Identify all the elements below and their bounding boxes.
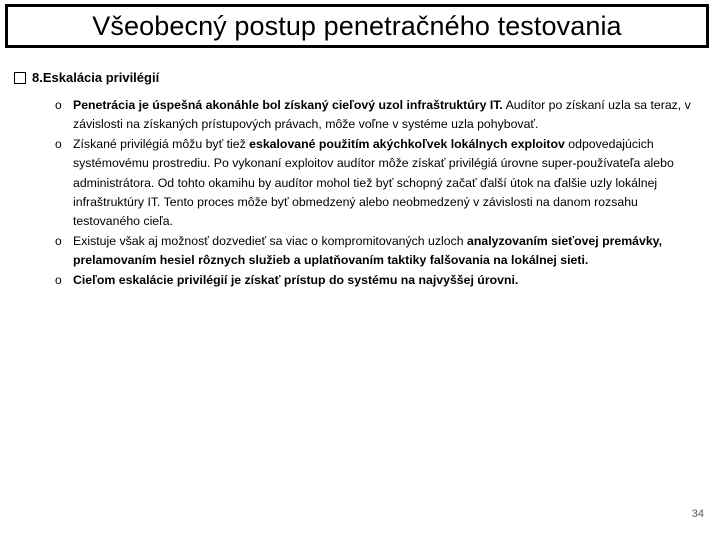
bullet-text-bold: eskalované použitím akýchkoľvek lokálnych exploitov: [249, 136, 565, 151]
slide-title: Všeobecný postup penetračného testovania: [92, 10, 622, 41]
checkbox-bullet-icon: [14, 72, 26, 84]
section-heading-row: [14, 70, 159, 85]
page-number: 34: [691, 508, 704, 520]
circle-bullet-icon: o: [55, 136, 62, 151]
bullet-text: odpovedajúcich systémovému prostrediu. Po vykonaní exploitov audítor môže získať privilégiá úrovne super-používateľa alebo administrátora. Od tohto okamihu by audítor mohol tiež byť schopný začať ďalší útok na ďalšie uzly lokálnej infraštruktúry IT. Tento proces môže byť obmedzený alebo neobmedzený v závislosti na danom rozsahu testovaného cieľa.: [73, 136, 674, 229]
circle-bullet-icon: o: [55, 98, 62, 112]
bullet-item: [52, 232, 702, 271]
bullet-text-bold: analyzovaním sieťovej premávky, prelamovaním hesiel rôznych služieb a uplatňovaním taktiky falšovania na lokálnej sieti.: [73, 233, 663, 268]
bullet-item: [52, 271, 702, 290]
bullet-text: Existuje však aj možnosť dozvedieť sa viac o kompromitovaných uzloch: [73, 233, 468, 248]
bullet-item: [52, 96, 702, 135]
slide-title-box: [5, 4, 709, 48]
section-heading: 8.Eskalácia privilégií: [32, 70, 160, 85]
bullet-list: [52, 96, 702, 290]
bullet-text: Audítor po získaní uzla sa teraz, v závislosti na získaných prístupových právach, môže voľne v systéme uzla pohybovať.: [73, 98, 691, 132]
bullet-item: [52, 135, 702, 232]
bullet-text-bold: Cieľom eskalácie privilégií je získať prístup do systému na najvyššej úrovni.: [73, 272, 519, 287]
bullet-text-bold: Penetrácia je úspešná akonáhle bol získaný cieľový uzol infraštruktúry IT.: [73, 98, 503, 112]
bullet-text: Získané privilégiá môžu byť tiež: [73, 136, 250, 151]
circle-bullet-icon: o: [55, 233, 62, 248]
circle-bullet-icon: o: [55, 272, 62, 287]
